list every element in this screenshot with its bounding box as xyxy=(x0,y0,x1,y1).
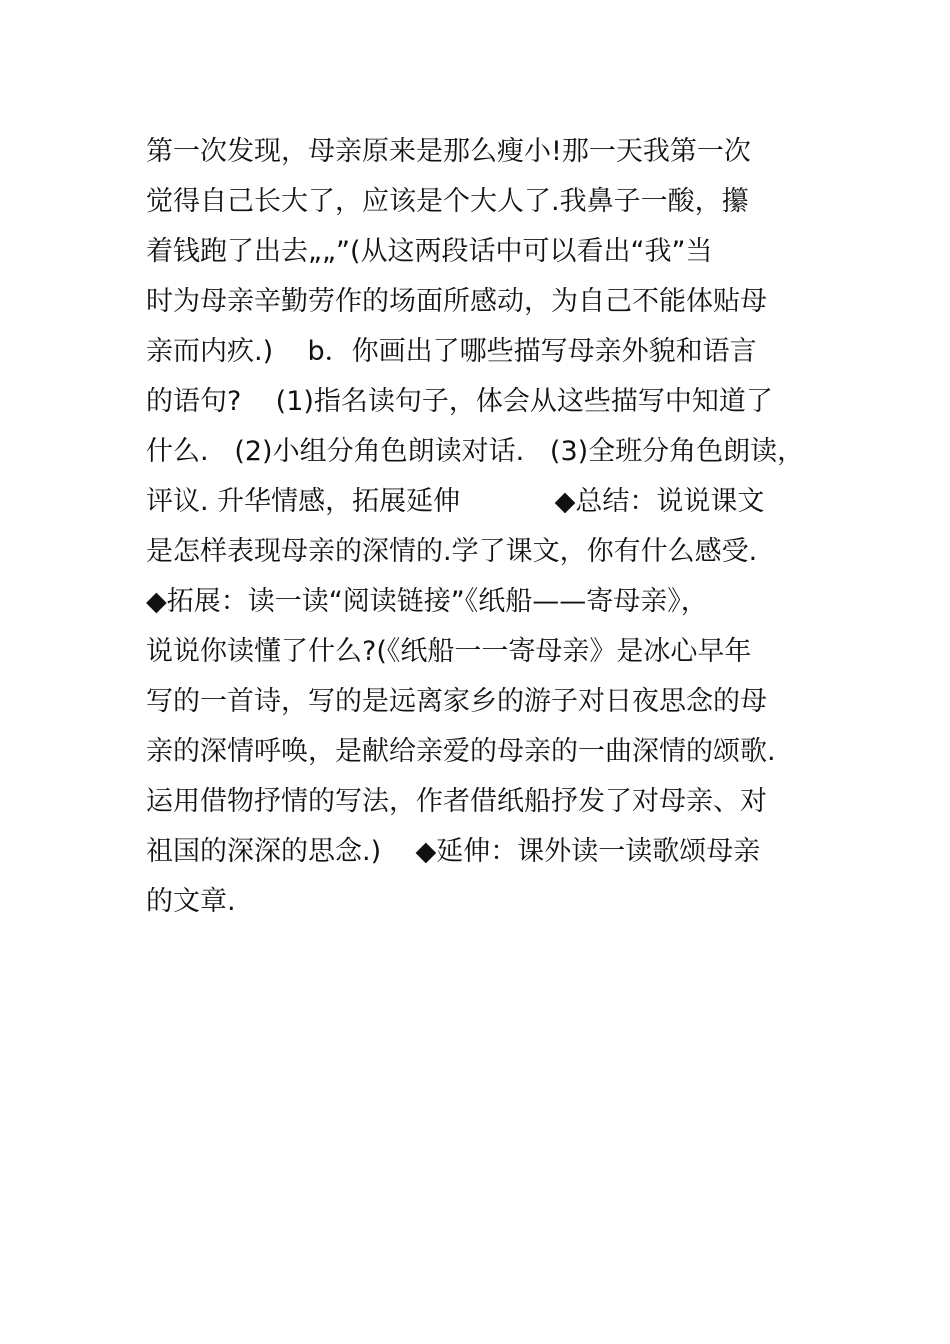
text-line-13: 亲的深情呼唤，是献给亲爱的母亲的一曲深情的颂歌. xyxy=(146,736,776,767)
text-line-3: 着钱跑了出去„„”(从这两段话中可以看出“我”当 xyxy=(146,236,713,267)
text-line-6: 的语句? (1)指名读句子，体会从这些描写中知道了 xyxy=(146,386,773,417)
text-line-12: 写的一首诗，写的是远离家乡的游子对日夜思念的母 xyxy=(146,686,767,717)
text-line-10: ◆拓展：读一读“阅读链接”《纸船——寄母亲》， xyxy=(146,586,708,617)
text-line-9: 是怎样表现母亲的深情的.学了课文，你有什么感受. xyxy=(146,536,758,567)
text-line-2: 觉得自己长大了，应该是个大人了.我鼻子一酸，攥 xyxy=(146,186,749,217)
body-text xyxy=(146,127,826,927)
text-line-1: 第一次发现，母亲原来是那么瘦小!那一天我第一次 xyxy=(146,136,751,167)
text-line-16: 的文章. xyxy=(146,886,236,917)
text-line-7: 什么. (2)小组分角色朗读对话. (3)全班分角色朗读， xyxy=(146,436,805,467)
text-line-11: 说说你读懂了什么?(《纸船一一寄母亲》是冰心早年 xyxy=(146,636,752,667)
text-line-15: 祖国的深深的思念.) ◆延伸：课外读一读歌颂母亲 xyxy=(146,836,761,867)
text-line-5: 亲而内疚.) b．你画出了哪些描写母亲外貌和语言 xyxy=(146,336,757,367)
text-line-4: 时为母亲辛勤劳作的场面所感动，为自己不能体贴母 xyxy=(146,286,767,317)
text-line-14: 运用借物抒情的写法，作者借纸船抒发了对母亲、对 xyxy=(146,786,767,817)
text-line-8: 评议. 升华情感，拓展延伸 ◆总结：说说课文 xyxy=(146,486,765,517)
